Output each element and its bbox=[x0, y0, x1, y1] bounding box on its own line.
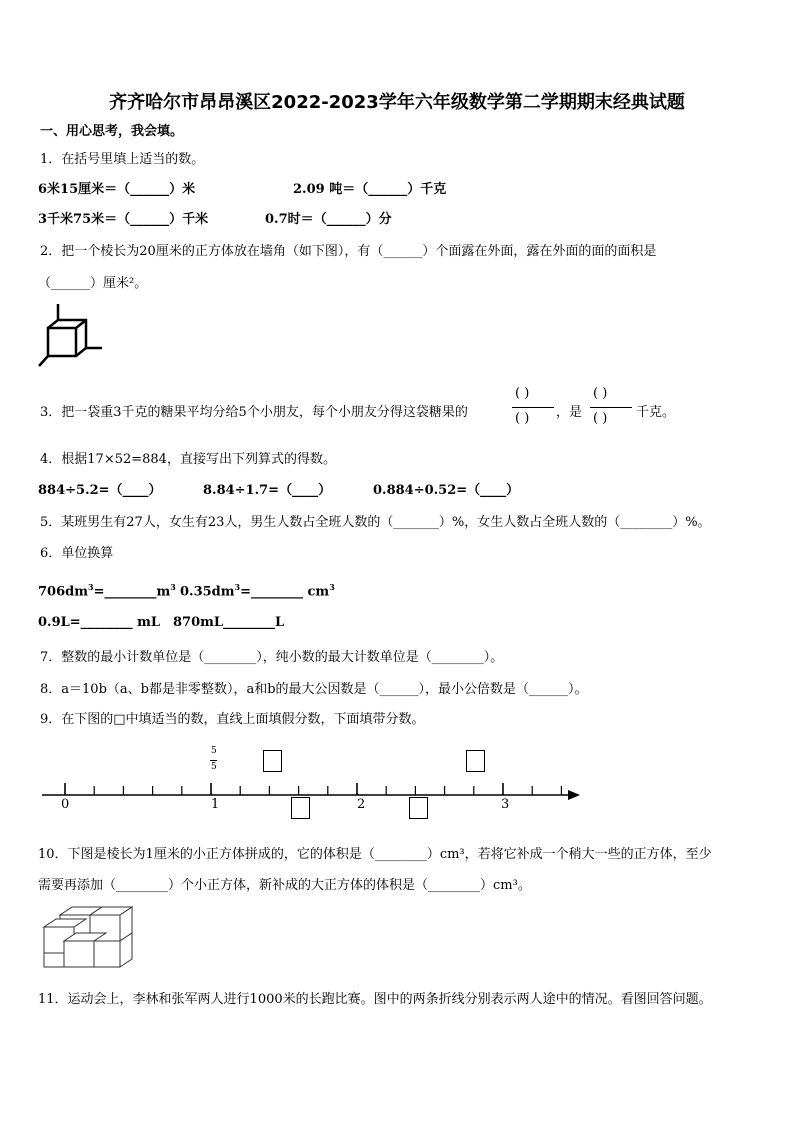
question-7: 7．整数的最小计数单位是（________），纯小数的最大计数单位是（________）。 bbox=[40, 650, 504, 665]
question-2-line2: （______）厘米²。 bbox=[38, 276, 148, 291]
tick-label-3: 3 bbox=[501, 797, 510, 812]
question-6a-pre: 706dm bbox=[38, 584, 88, 600]
exponent: 3 bbox=[234, 582, 241, 592]
tick-label-1: 1 bbox=[211, 797, 220, 812]
answer-box-above-1[interactable] bbox=[263, 750, 282, 772]
question-3-mid: ，是 bbox=[556, 405, 583, 420]
question-9-stem: 9．在下图的□中填适当的数，直线上面填假分数，下面填带分数。 bbox=[40, 712, 425, 727]
question-10-line2: 需要再添加（________）个小正方体，新补成的大正方体的体积是（________）cm³。 bbox=[38, 878, 531, 893]
number-line-ticks bbox=[65, 783, 561, 795]
exponent: 3 bbox=[170, 582, 176, 592]
question-4b: 8.84÷1.7=（____） bbox=[203, 483, 332, 498]
question-3-post: 千克。 bbox=[636, 405, 676, 420]
fraction-label-bar bbox=[210, 760, 217, 761]
fraction-1-numerator: ( ) bbox=[515, 386, 530, 401]
number-line-arrow bbox=[568, 790, 580, 800]
exponent: 3 bbox=[87, 582, 94, 592]
question-5: 5．某班男生有27人，女生有23人，男生人数占全班人数的（_______）%，女生人数占全班人数的（________）%。 bbox=[40, 515, 711, 530]
question-6d: 870mL________L bbox=[173, 615, 285, 630]
section-heading: 一、用心思考，我会填。 bbox=[40, 124, 184, 139]
page-title: 齐齐哈尔市昂昂溪区2022-2023学年六年级数学第二学期期末经典试题 bbox=[109, 92, 685, 113]
question-6c: 0.9L=________ mL bbox=[38, 615, 161, 630]
cube-stack-figure bbox=[40, 905, 140, 975]
question-6b-pre: 0.35dm bbox=[180, 584, 235, 600]
question-1a: 6米15厘米＝（______）米 bbox=[38, 182, 196, 197]
answer-box-above-2[interactable] bbox=[466, 750, 485, 772]
fraction-1-denominator: ( ) bbox=[515, 411, 530, 426]
question-8: 8．a＝10b（a、b都是非零整数），a和b的最大公因数是（______），最小公倍数是（______）。 bbox=[40, 682, 588, 697]
question-3-text: 3．把一袋重3千克的糖果平均分给5个小朋友，每个小朋友分得这袋糖果的 bbox=[40, 405, 468, 420]
tick-label-2: 2 bbox=[357, 797, 366, 812]
exponent: 3 bbox=[329, 582, 335, 592]
answer-box-below-1[interactable] bbox=[291, 797, 310, 819]
tick-label-0: 0 bbox=[61, 797, 70, 812]
fraction-denominator-label: 5 bbox=[211, 762, 217, 772]
question-4-stem: 4．根据17×52=884，直接写出下列算式的得数。 bbox=[40, 452, 336, 467]
question-4c: 0.884÷0.52=（____） bbox=[373, 483, 520, 498]
question-1b: 2.09 吨＝（______）千克 bbox=[293, 182, 447, 197]
question-11: 11．运动会上，李林和张军两人进行1000米的长跑比赛。图中的两条折线分别表示两人途中的情况。看图回答问题。 bbox=[38, 992, 712, 1007]
answer-box-below-2[interactable] bbox=[409, 797, 428, 819]
fraction-numerator-label: 5 bbox=[211, 746, 217, 756]
question-2-line1: 2．把一个棱长为20厘米的正方体放在墙角（如下图），有（______）个面露在外面，露在外面的面的面积是 bbox=[40, 244, 657, 259]
question-6a-mid: =________m bbox=[93, 584, 171, 600]
question-4a: 884÷5.2=（____） bbox=[38, 483, 162, 498]
question-10-line1: 10．下图是棱长为1厘米的小正方体拼成的，它的体积是（________）cm³，若将它补成一个稍大一些的正方体，至少 bbox=[38, 847, 712, 862]
question-6-stem: 6．单位换算 bbox=[40, 546, 114, 561]
question-1d: 0.7时＝（______）分 bbox=[265, 212, 392, 227]
question-6b-mid: =________ cm bbox=[240, 584, 330, 600]
question-1-stem: 1．在括号里填上适当的数。 bbox=[40, 152, 205, 167]
fraction-2-numerator: ( ) bbox=[593, 386, 608, 401]
fraction-2-denominator: ( ) bbox=[593, 411, 608, 426]
question-1c: 3千米75米＝（______）千米 bbox=[38, 212, 209, 227]
